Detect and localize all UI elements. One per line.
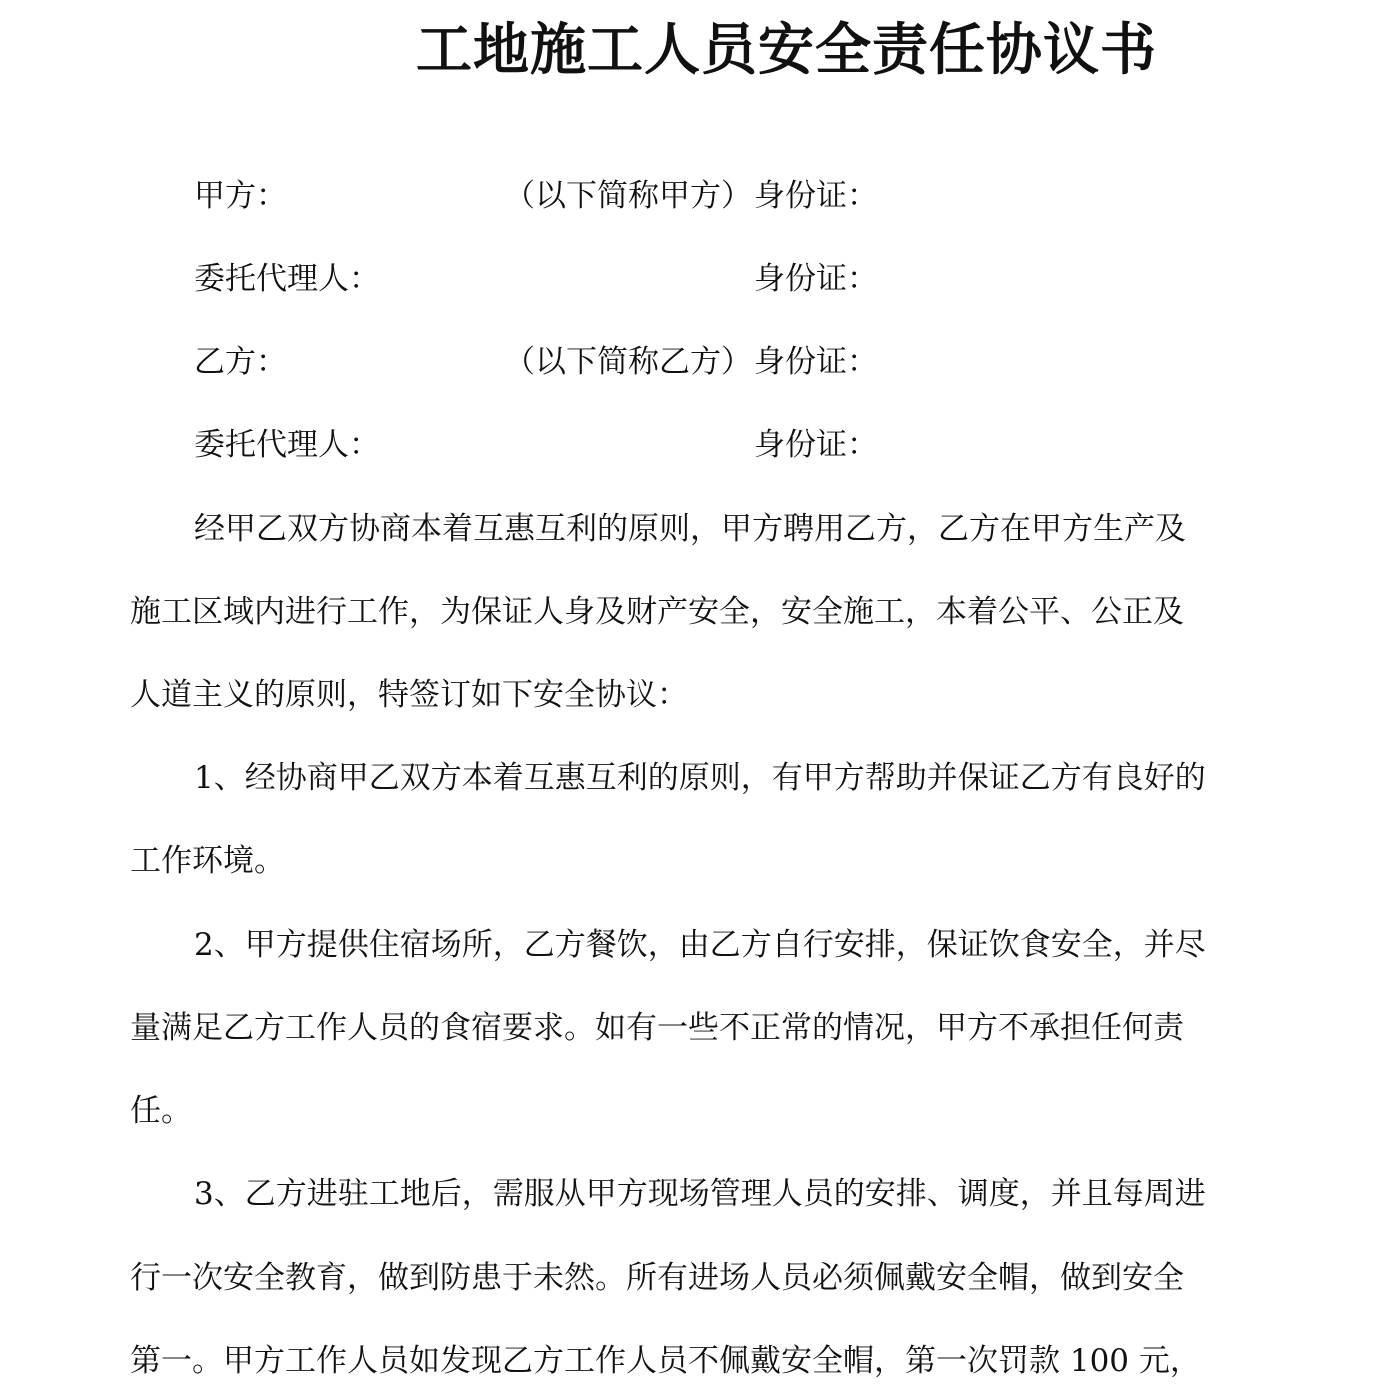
party-b-agent-id-label: 身份证： — [754, 427, 878, 463]
clause-3-line-2: 行一次安全教育，做到防患于未然。所有进场人员必须佩戴安全帽，做到安全 — [130, 1260, 1184, 1296]
party-a-agent-id-label: 身份证： — [754, 261, 878, 297]
document-title: 工地施工人员安全责任协议书 — [416, 17, 1157, 83]
clause-2-line-2: 量满足乙方工作人员的食宿要求。如有一些不正常的情况，甲方不承担任何责 — [130, 1010, 1184, 1046]
clause-1-line-1: 1、经协商甲乙双方本着互惠互利的原则，有甲方帮助并保证乙方有良好的 — [194, 760, 1206, 796]
party-b-label: 乙方： — [194, 344, 287, 380]
preamble-line-2: 施工区域内进行工作，为保证人身及财产安全，安全施工，本着公平、公正及 — [130, 594, 1184, 630]
party-b-agent-label: 委托代理人： — [194, 427, 380, 463]
preamble-line-1: 经甲乙双方协商本着互惠互利的原则，甲方聘用乙方，乙方在甲方生产及 — [194, 511, 1186, 547]
preamble-line-3: 人道主义的原则，特签订如下安全协议： — [130, 677, 688, 713]
clause-3-line-1: 3、乙方进驻工地后，需服从甲方现场管理人员的安排、调度，并且每周进 — [194, 1176, 1206, 1212]
party-a-id-label: 身份证： — [754, 178, 878, 214]
clause-2-line-1: 2、甲方提供住宿场所，乙方餐饮，由乙方自行安排，保证饮食安全，并尽 — [194, 927, 1206, 963]
party-a-note: （以下简称甲方） — [504, 178, 752, 214]
party-a-label: 甲方： — [194, 178, 287, 214]
party-b-note: （以下简称乙方） — [504, 344, 752, 380]
clause-3-line-3: 第一。甲方工作人员如发现乙方工作人员不佩戴安全帽，第一次罚款 100 元， — [130, 1343, 1201, 1379]
clause-2-line-3: 任。 — [130, 1093, 192, 1129]
party-a-agent-label: 委托代理人： — [194, 261, 380, 297]
clause-1-line-2: 工作环境。 — [130, 843, 285, 879]
party-b-id-label: 身份证： — [754, 344, 878, 380]
